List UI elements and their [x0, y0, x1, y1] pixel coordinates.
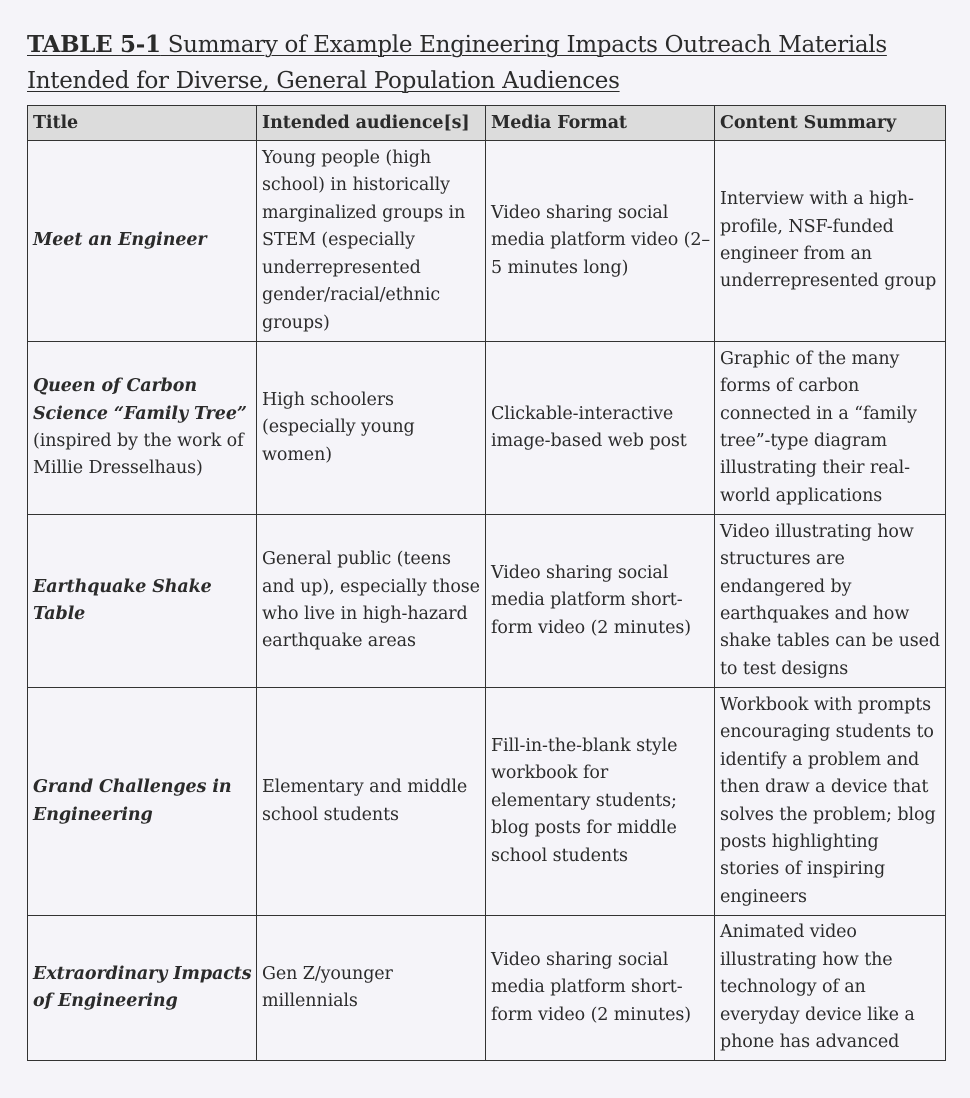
material-title: Earthquake Shake Table [33, 576, 212, 624]
header-media-format: Media Format [486, 106, 715, 141]
table-row [28, 916, 946, 1061]
cell-format: Clickable-interactive image-based web post [486, 342, 715, 515]
table-caption [27, 27, 937, 99]
material-title: Extraordinary Impacts of Engineering [33, 963, 252, 1011]
cell-format: Video sharing social media platform short-form video (2 minutes) [486, 515, 715, 688]
cell-title [28, 141, 257, 342]
cell-format: Video sharing social media platform short-form video (2 minutes) [486, 916, 715, 1061]
cell-summary: Video illustrating how structures are endangered by earthquakes and how shake tables can be used to test designs [715, 515, 946, 688]
cell-title [28, 342, 257, 515]
cell-title [28, 515, 257, 688]
table-row [28, 688, 946, 916]
header-title: Title [28, 106, 257, 141]
cell-title [28, 916, 257, 1061]
cell-audience: High schoolers (especially young women) [257, 342, 486, 515]
table-row [28, 141, 946, 342]
cell-format: Fill-in-the-blank style workbook for elementary students; blog posts for middle school students [486, 688, 715, 916]
cell-summary: Graphic of the many forms of carbon connected in a “family tree”-type diagram illustrating their real-world applications [715, 342, 946, 515]
material-title: Grand Challenges in Engineering [33, 777, 232, 825]
material-title: Meet an Engineer [33, 230, 207, 251]
header-content-summary: Content Summary [715, 106, 946, 141]
material-title-suffix: (inspired by the work of Millie Dresselhaus) [33, 431, 244, 479]
table-label: TABLE 5-1 [27, 31, 161, 58]
cell-audience: General public (teens and up), especially those who live in high-hazard earthquake areas [257, 515, 486, 688]
table-row [28, 515, 946, 688]
cell-summary: Animated video illustrating how the technology of an everyday device like a phone has advanced [715, 916, 946, 1061]
cell-audience: Young people (high school) in historically marginalized groups in STEM (especially underrepresented gender/racial/ethnic groups) [257, 141, 486, 342]
header-intended-audience: Intended audience[s] [257, 106, 486, 141]
cell-audience: Elementary and middle school students [257, 688, 486, 916]
table-row [28, 342, 946, 515]
outreach-materials-table [27, 105, 946, 1061]
cell-summary: Interview with a high-profile, NSF-funded engineer from an underrepresented group [715, 141, 946, 342]
table-header-row [28, 106, 946, 141]
cell-summary: Workbook with prompts encouraging students to identify a problem and then draw a device that solves the problem; blog posts highlighting stories of inspiring engineers [715, 688, 946, 916]
table-caption-text: Summary of Example Engineering Impacts Outreach Materials Intended for Diverse, General Population Audiences [27, 32, 887, 94]
cell-format: Video sharing social media platform video (2–5 minutes long) [486, 141, 715, 342]
material-title: Queen of Carbon Science “Family Tree” [33, 376, 247, 424]
cell-title [28, 688, 257, 916]
cell-audience: Gen Z/younger millennials [257, 916, 486, 1061]
